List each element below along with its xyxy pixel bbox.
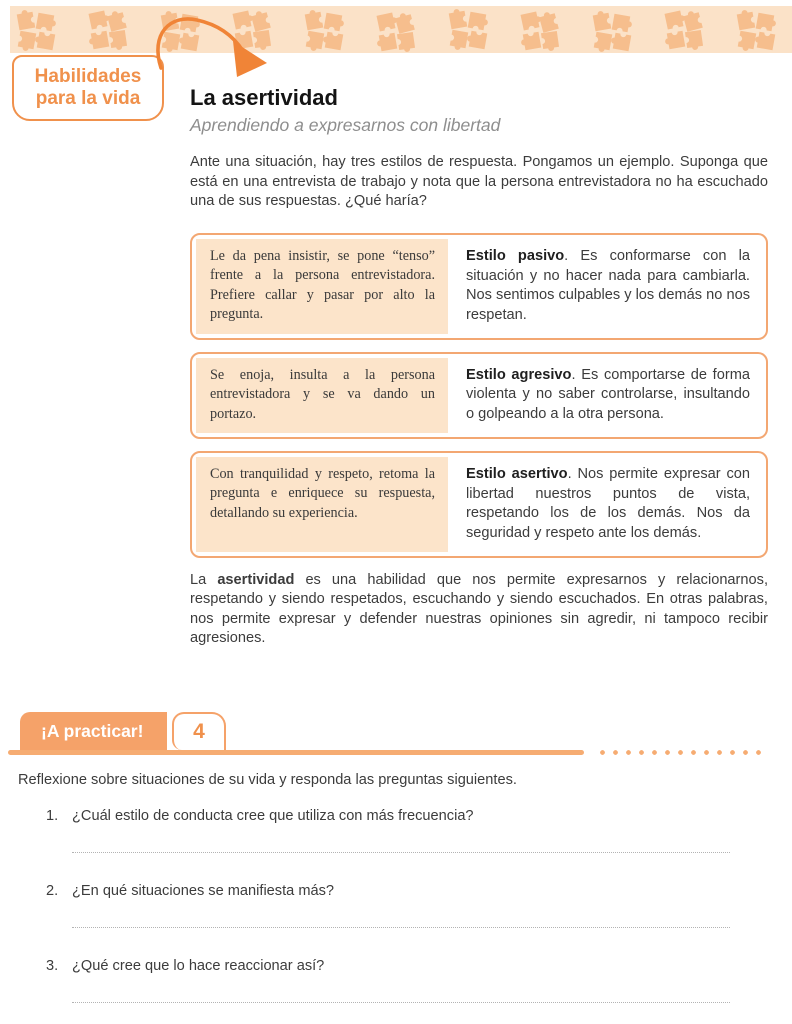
question-text: ¿Qué cree que lo hace reaccionar así?	[72, 958, 325, 974]
question-number: 2.	[46, 883, 59, 899]
question-text: ¿En qué situaciones se manifiesta más?	[72, 883, 335, 899]
conclusion-bold-word: asertividad	[217, 571, 295, 588]
situation-cell: Con tranquilidad y respeto, retoma la pregunta e enriquece su respuesta, detallando su experiencia.	[196, 457, 448, 552]
practice-number: 4	[193, 720, 205, 743]
table-row-aggressive	[190, 352, 768, 439]
puzzle-band	[10, 6, 792, 53]
question-item-3	[0, 958, 792, 1018]
dotted-divider	[596, 750, 766, 755]
situation-cell: Le da pena insistir, se pone “tenso” frente a la persona entrevistadora. Prefiere callar y pasar por alto la pregunta.	[196, 239, 448, 334]
practice-number-tab	[172, 712, 226, 750]
question-number: 3.	[46, 958, 59, 974]
intro-paragraph: Ante una situación, hay tres estilos de respuesta. Pongamos un ejemplo. Suponga que está en una entrevista de trabajo y nota que la persona entrevistadora no ha escuchado una de sus respuestas. ¿Qué haría?	[190, 154, 768, 210]
style-description-cell	[448, 457, 762, 552]
practice-instruction: Reflexione sobre situaciones de su vida y responda las preguntas siguientes.	[18, 772, 517, 788]
practice-rule	[8, 750, 584, 755]
badge-line-2: para la vida	[35, 88, 141, 109]
answer-line	[72, 927, 730, 928]
conclusion-paragraph	[190, 571, 768, 649]
question-item-2	[0, 883, 792, 943]
style-name: Estilo agresivo	[466, 366, 572, 383]
question-text: ¿Cuál estilo de conducta cree que utiliza con más frecuencia?	[72, 808, 474, 824]
style-description-cell	[448, 358, 762, 433]
conclusion-rest: es una habilidad que nos permite expresarnos y relacionarnos, respetando y siendo respetados, escuchando y siendo escuchados. En otras palabras, nos permite expresar y defender nuestras opiniones sin agredir, ni tampoco recibir agresiones.	[190, 571, 768, 647]
style-description: . Es comportarse de forma violenta y no saber controlarse, insultando o golpeando a la otra persona.	[466, 366, 750, 423]
practice-tab	[20, 712, 167, 750]
table-row-passive	[190, 233, 768, 340]
page-subtitle: Aprendiendo a expresarnos con libertad	[190, 115, 501, 136]
main-content	[190, 86, 768, 649]
response-styles-table	[190, 233, 768, 558]
practice-section	[0, 712, 792, 1024]
style-name: Estilo pasivo	[466, 247, 565, 264]
style-name: Estilo asertivo	[466, 465, 568, 482]
question-number: 1.	[46, 808, 59, 824]
question-item-1	[0, 808, 792, 868]
life-skills-badge	[12, 55, 164, 121]
page-title: La asertividad	[190, 85, 338, 110]
style-description: . Nos permite expresar con libertad nuestros puntos de vista, respetando los de los demás. Nos da seguridad y respeto ante los demás.	[466, 465, 750, 541]
style-description-cell	[448, 239, 762, 334]
puzzle-pieces-icon	[10, 6, 792, 53]
answer-line	[72, 852, 730, 853]
style-description: . Es conformarse con la situación y no hacer nada para cambiarla. Nos sentimos culpables y los demás no nos respetan.	[466, 247, 750, 324]
table-row-assertive	[190, 451, 768, 558]
conclusion-prefix: La	[190, 571, 218, 588]
situation-cell: Se enoja, insulta a la persona entrevistadora y se va dando un portazo.	[196, 358, 448, 433]
answer-line	[72, 1002, 730, 1003]
badge-line-1: Habilidades	[34, 65, 142, 87]
practice-tab-label: ¡A practicar!	[41, 720, 144, 741]
